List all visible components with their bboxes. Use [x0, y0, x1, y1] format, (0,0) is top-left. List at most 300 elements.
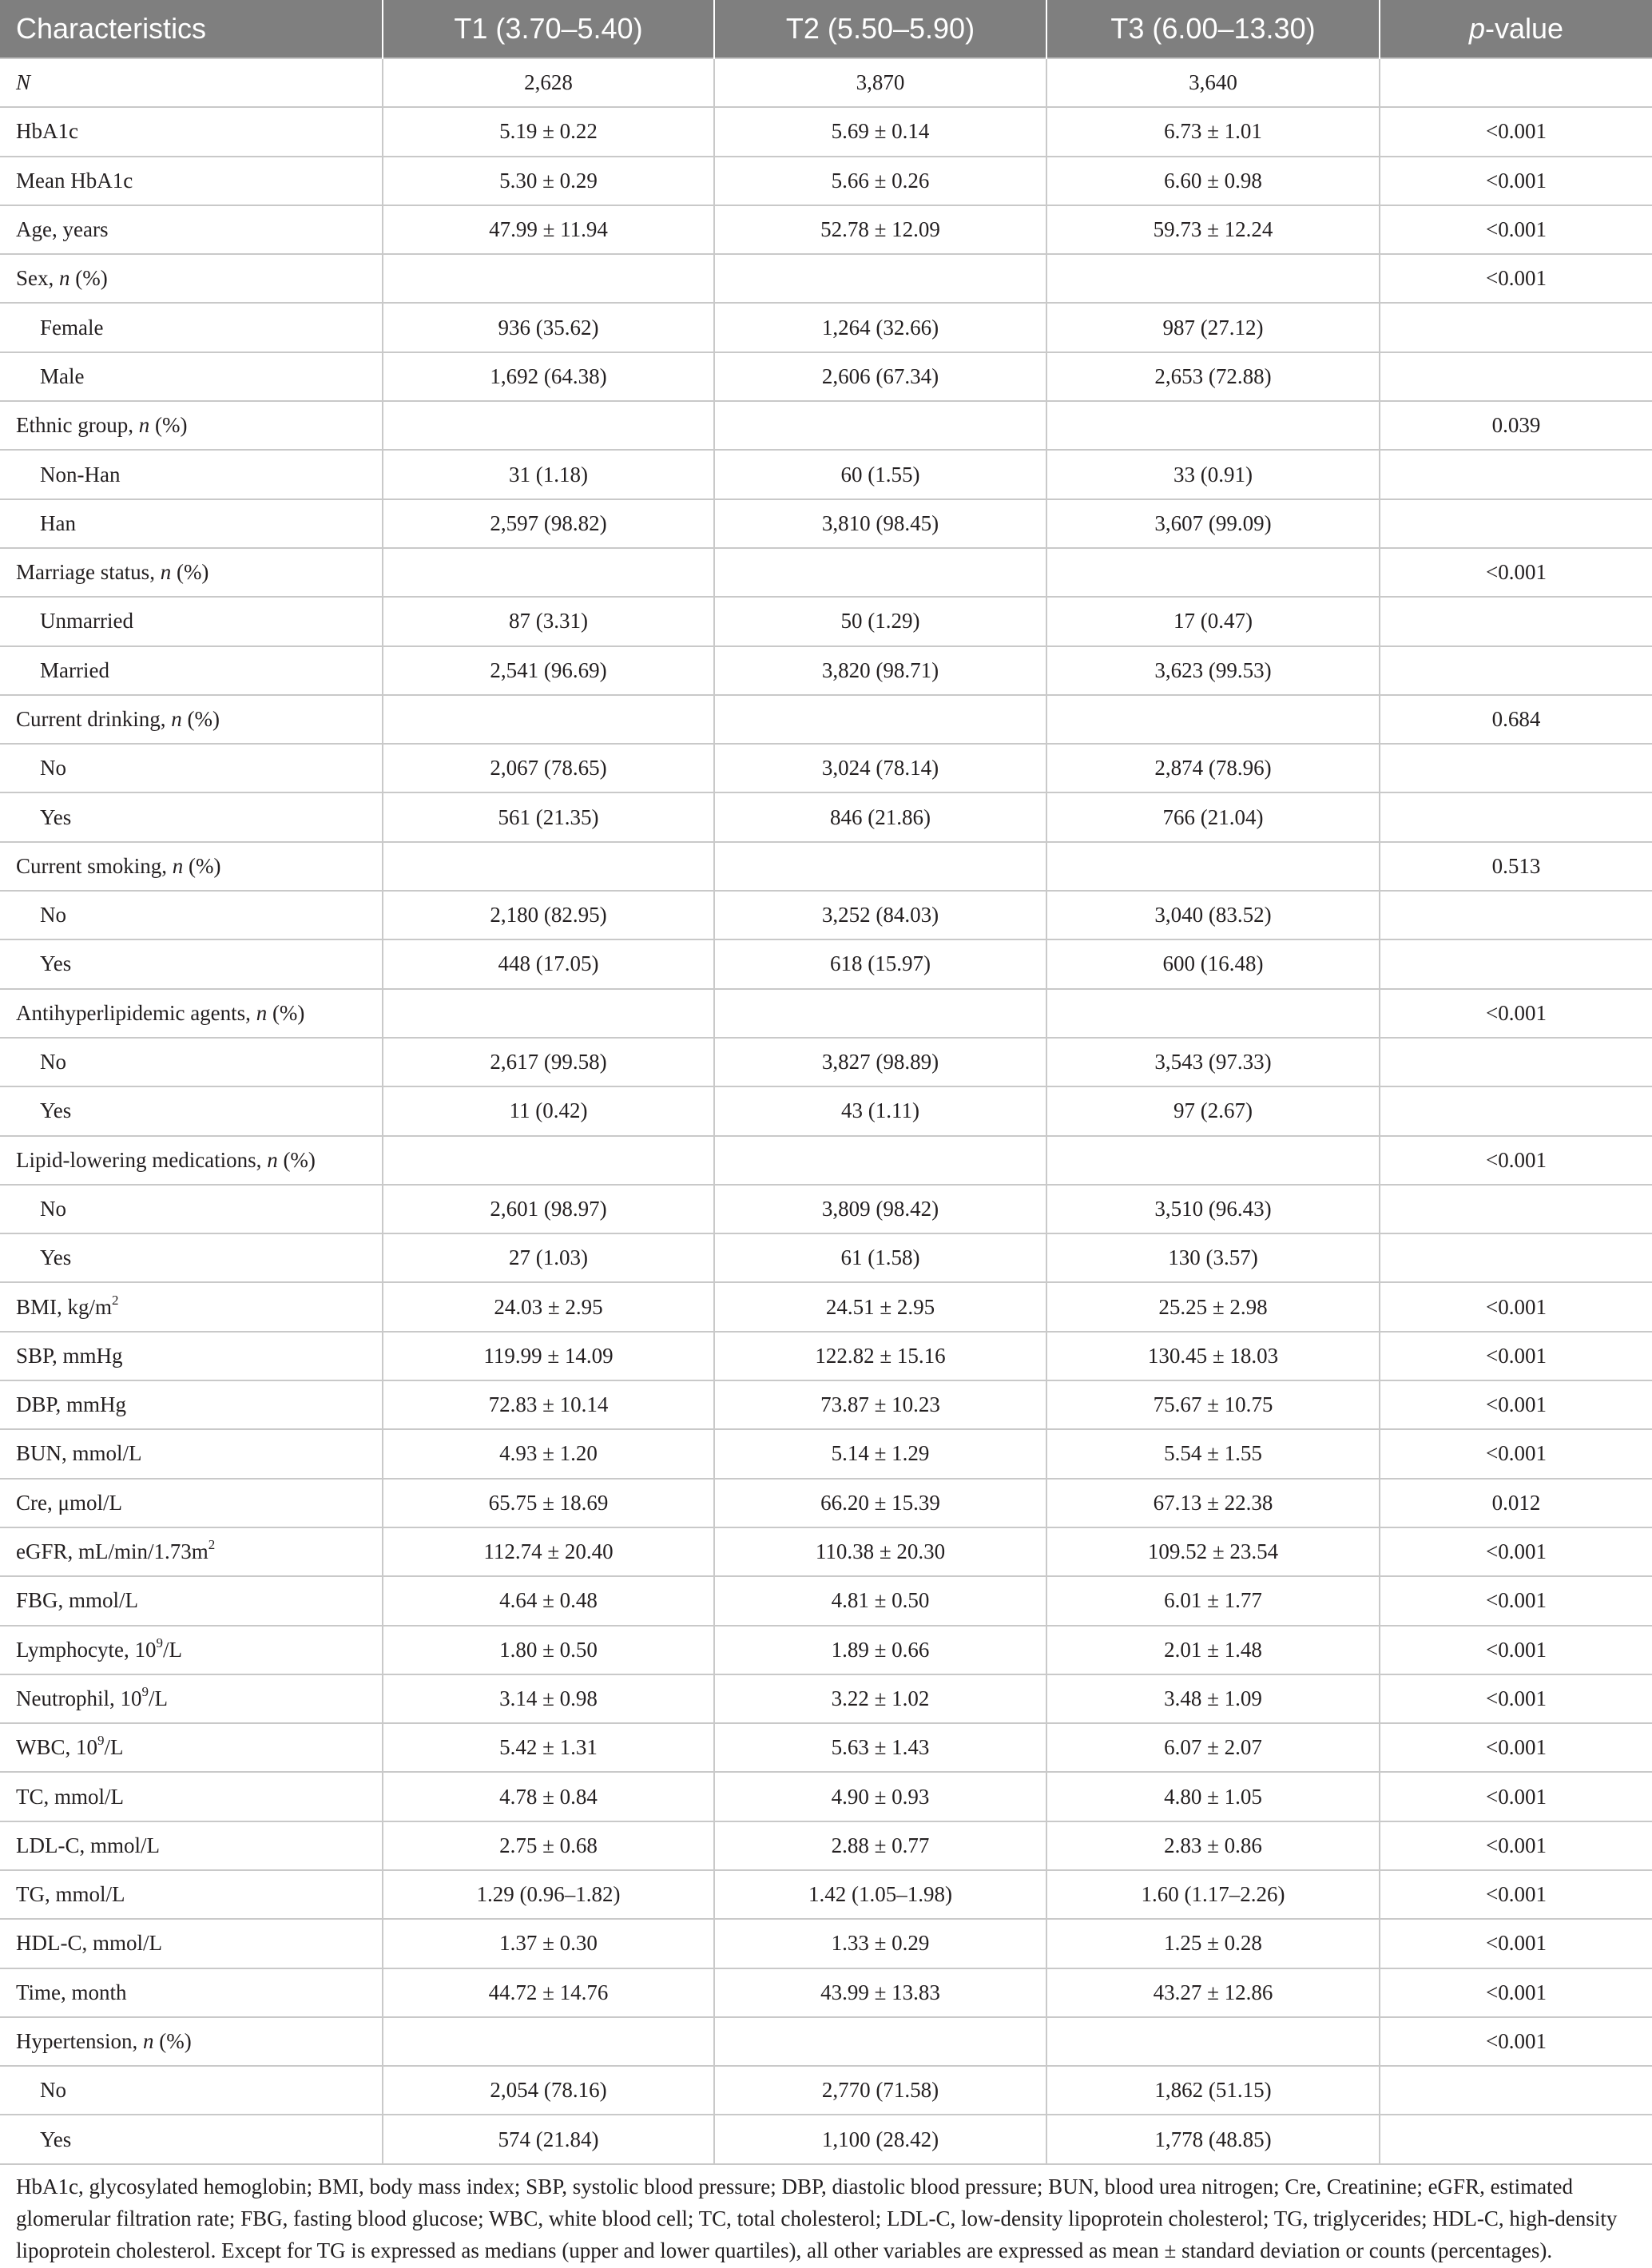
row-label-superscript: 9 — [97, 1733, 105, 1749]
value-cell-t1: 3.14 ± 0.98 — [383, 1674, 714, 1723]
row-label: BUN, mmol/L — [16, 1441, 142, 1466]
value-cell-t2 — [714, 254, 1046, 303]
value-cell-t3: 600 (16.48) — [1046, 939, 1380, 988]
value-cell-t1: 24.03 ± 2.95 — [383, 1282, 714, 1331]
table-row — [0, 401, 1652, 450]
row-label-cell — [0, 792, 383, 841]
row-label-superscript: 9 — [141, 1683, 149, 1699]
p-value-cell: <0.001 — [1380, 2017, 1652, 2066]
row-label-tail: (%) — [171, 560, 209, 585]
value-cell-t1: 2,541 (96.69) — [383, 646, 714, 695]
table-row — [0, 303, 1652, 352]
value-cell-t2: 1.42 (1.05–1.98) — [714, 1870, 1046, 1919]
value-cell-t3: 3,040 (83.52) — [1046, 891, 1380, 939]
row-label-cell — [0, 1870, 383, 1919]
p-value-cell: <0.001 — [1380, 1772, 1652, 1821]
value-cell-t2: 5.66 ± 0.26 — [714, 157, 1046, 205]
row-label-cell — [0, 254, 383, 303]
value-cell-t3 — [1046, 1136, 1380, 1185]
header-t1: T1 (3.70–5.40) — [383, 0, 714, 58]
table-row — [0, 989, 1652, 1038]
row-label-cell — [0, 1576, 383, 1625]
value-cell-t1: 65.75 ± 18.69 — [383, 1479, 714, 1527]
value-cell-t3: 6.60 ± 0.98 — [1046, 157, 1380, 205]
value-cell-t3 — [1046, 548, 1380, 597]
value-cell-t2: 5.69 ± 0.14 — [714, 107, 1046, 156]
header-t2: T2 (5.50–5.90) — [714, 0, 1046, 58]
p-value-cell — [1380, 1086, 1652, 1135]
row-label-cell — [0, 1723, 383, 1772]
row-label: No — [40, 1050, 66, 1074]
p-value-cell — [1380, 303, 1652, 352]
value-cell-t2: 52.78 ± 12.09 — [714, 205, 1046, 254]
value-cell-t3: 17 (0.47) — [1046, 597, 1380, 645]
value-cell-t2: 4.90 ± 0.93 — [714, 1772, 1046, 1821]
value-cell-t3: 987 (27.12) — [1046, 303, 1380, 352]
table-row — [0, 1576, 1652, 1625]
value-cell-t1: 5.19 ± 0.22 — [383, 107, 714, 156]
value-cell-t1: 561 (21.35) — [383, 792, 714, 841]
value-cell-t3: 6.01 ± 1.77 — [1046, 1576, 1380, 1625]
row-label-cell — [0, 695, 383, 744]
value-cell-t1: 2,617 (99.58) — [383, 1038, 714, 1086]
row-label-cell — [0, 1380, 383, 1429]
p-value-cell: <0.001 — [1380, 254, 1652, 303]
row-label-cell — [0, 499, 383, 548]
p-value-cell: <0.001 — [1380, 1821, 1652, 1870]
value-cell-t2: 3,870 — [714, 58, 1046, 107]
value-cell-t3: 3,543 (97.33) — [1046, 1038, 1380, 1086]
row-label: N — [16, 70, 31, 95]
value-cell-t1: 44.72 ± 14.76 — [383, 1968, 714, 2017]
value-cell-t2: 110.38 ± 20.30 — [714, 1527, 1046, 1576]
row-label-tail: (%) — [153, 2029, 192, 2054]
p-value-cell: <0.001 — [1380, 157, 1652, 205]
p-value-cell — [1380, 792, 1652, 841]
row-label: Male — [40, 363, 85, 388]
value-cell-t1: 2,601 (98.97) — [383, 1185, 714, 1233]
row-label-cell — [0, 1233, 383, 1282]
table-row — [0, 1185, 1652, 1233]
row-label: Yes — [40, 2127, 72, 2151]
value-cell-t1: 119.99 ± 14.09 — [383, 1332, 714, 1380]
table-row — [0, 1723, 1652, 1772]
value-cell-t2: 846 (21.86) — [714, 792, 1046, 841]
value-cell-t1: 27 (1.03) — [383, 1233, 714, 1282]
value-cell-t2 — [714, 1136, 1046, 1185]
table-row — [0, 1479, 1652, 1527]
value-cell-t3: 1.25 ± 0.28 — [1046, 1919, 1380, 1968]
row-label-cell — [0, 1674, 383, 1723]
p-value-cell — [1380, 1185, 1652, 1233]
value-cell-t3: 25.25 ± 2.98 — [1046, 1282, 1380, 1331]
value-cell-t3: 6.07 ± 2.07 — [1046, 1723, 1380, 1772]
header-p-italic: p — [1468, 12, 1485, 45]
table-row — [0, 1282, 1652, 1331]
value-cell-t2: 3,827 (98.89) — [714, 1038, 1046, 1086]
value-cell-t1: 448 (17.05) — [383, 939, 714, 988]
value-cell-t3: 3,607 (99.09) — [1046, 499, 1380, 548]
row-label: Neutrophil, 10 — [16, 1686, 142, 1710]
value-cell-t2: 3,809 (98.42) — [714, 1185, 1046, 1233]
table-row — [0, 1968, 1652, 2017]
row-label-cell — [0, 1527, 383, 1576]
row-label-cell — [0, 1136, 383, 1185]
row-label-cell — [0, 989, 383, 1038]
table-row — [0, 1527, 1652, 1576]
row-label: Current smoking, — [16, 853, 173, 878]
value-cell-t3: 75.67 ± 10.75 — [1046, 1380, 1380, 1429]
table-row — [0, 352, 1652, 401]
row-label-cell — [0, 1968, 383, 2017]
row-label-cell — [0, 1821, 383, 1870]
value-cell-t2: 60 (1.55) — [714, 450, 1046, 498]
value-cell-t2: 2,606 (67.34) — [714, 352, 1046, 401]
row-label-cell — [0, 744, 383, 792]
table-row — [0, 2066, 1652, 2115]
value-cell-t2: 3,024 (78.14) — [714, 744, 1046, 792]
row-label-cell — [0, 1919, 383, 1968]
p-value-cell: <0.001 — [1380, 989, 1652, 1038]
value-cell-t1: 47.99 ± 11.94 — [383, 205, 714, 254]
p-value-cell: <0.001 — [1380, 1723, 1652, 1772]
value-cell-t2: 4.81 ± 0.50 — [714, 1576, 1046, 1625]
value-cell-t1: 31 (1.18) — [383, 450, 714, 498]
row-label: DBP, mmHg — [16, 1392, 127, 1417]
row-label: No — [40, 903, 66, 927]
value-cell-t2: 73.87 ± 10.23 — [714, 1380, 1046, 1429]
p-value-cell — [1380, 450, 1652, 498]
row-label: Yes — [40, 804, 72, 829]
table-row — [0, 842, 1652, 891]
p-value-cell: <0.001 — [1380, 1380, 1652, 1429]
value-cell-t3 — [1046, 842, 1380, 891]
value-cell-t1: 112.74 ± 20.40 — [383, 1527, 714, 1576]
value-cell-t3: 3,510 (96.43) — [1046, 1185, 1380, 1233]
value-cell-t3: 3,623 (99.53) — [1046, 646, 1380, 695]
header-p-suffix: -value — [1484, 12, 1564, 45]
row-label-n: n — [142, 2029, 154, 2054]
value-cell-t3: 3,640 — [1046, 58, 1380, 107]
value-cell-t1: 4.78 ± 0.84 — [383, 1772, 714, 1821]
value-cell-t3: 97 (2.67) — [1046, 1086, 1380, 1135]
table-row — [0, 1380, 1652, 1429]
p-value-cell: <0.001 — [1380, 548, 1652, 597]
p-value-cell: <0.001 — [1380, 1870, 1652, 1919]
p-value-cell — [1380, 58, 1652, 107]
table-row — [0, 792, 1652, 841]
p-value-cell: 0.012 — [1380, 1479, 1652, 1527]
row-label: No — [40, 756, 66, 780]
row-label-cell — [0, 205, 383, 254]
value-cell-t2: 3.22 ± 1.02 — [714, 1674, 1046, 1723]
row-label-cell — [0, 1332, 383, 1380]
p-value-cell: <0.001 — [1380, 1576, 1652, 1625]
table-row — [0, 1674, 1652, 1723]
value-cell-t1: 2,597 (98.82) — [383, 499, 714, 548]
value-cell-t1: 1.37 ± 0.30 — [383, 1919, 714, 1968]
p-value-cell — [1380, 2066, 1652, 2115]
value-cell-t1: 5.42 ± 1.31 — [383, 1723, 714, 1772]
p-value-cell: <0.001 — [1380, 1282, 1652, 1331]
p-value-cell: <0.001 — [1380, 1429, 1652, 1478]
row-label-tail: (%) — [181, 707, 220, 731]
value-cell-t3 — [1046, 695, 1380, 744]
p-value-cell — [1380, 744, 1652, 792]
row-label-cell — [0, 939, 383, 988]
value-cell-t1: 4.64 ± 0.48 — [383, 1576, 714, 1625]
row-label-cell — [0, 1185, 383, 1233]
row-label: WBC, 10 — [16, 1735, 98, 1760]
row-label: FBG, mmol/L — [16, 1588, 139, 1613]
row-label: BMI, kg/m — [16, 1294, 113, 1319]
value-cell-t2: 618 (15.97) — [714, 939, 1046, 988]
row-label-cell — [0, 303, 383, 352]
row-label-cell — [0, 1772, 383, 1821]
value-cell-t1: 2,067 (78.65) — [383, 744, 714, 792]
row-label: Marriage status, — [16, 560, 161, 585]
row-label: Female — [40, 315, 104, 340]
value-cell-t2 — [714, 695, 1046, 744]
table-row — [0, 1919, 1652, 1968]
value-cell-t3: 33 (0.91) — [1046, 450, 1380, 498]
value-cell-t3: 67.13 ± 22.38 — [1046, 1479, 1380, 1527]
value-cell-t1: 1,692 (64.38) — [383, 352, 714, 401]
table-row — [0, 646, 1652, 695]
value-cell-t3 — [1046, 2017, 1380, 2066]
row-label-cell — [0, 58, 383, 107]
row-label: TG, mmol/L — [16, 1882, 125, 1907]
table-header — [0, 0, 1652, 58]
row-label-cell — [0, 1429, 383, 1478]
table-row — [0, 939, 1652, 988]
row-label: LDL-C, mmol/L — [16, 1833, 160, 1857]
row-label: Antihyperlipidemic agents, — [16, 1000, 256, 1025]
value-cell-t3: 109.52 ± 23.54 — [1046, 1527, 1380, 1576]
row-label: TC, mmol/L — [16, 1784, 124, 1809]
row-label-tail: (%) — [267, 1000, 305, 1025]
row-label-cell — [0, 646, 383, 695]
row-label: HDL-C, mmol/L — [16, 1931, 162, 1956]
value-cell-t3: 766 (21.04) — [1046, 792, 1380, 841]
row-label-tail: (%) — [277, 1147, 316, 1172]
header-characteristics: Characteristics — [16, 12, 207, 45]
p-value-cell — [1380, 2115, 1652, 2163]
value-cell-t2 — [714, 2017, 1046, 2066]
value-cell-t1 — [383, 254, 714, 303]
value-cell-t3: 130 (3.57) — [1046, 1233, 1380, 1282]
p-value-cell — [1380, 1038, 1652, 1086]
value-cell-t1 — [383, 2017, 714, 2066]
row-label: Sex, — [16, 266, 59, 291]
value-cell-t3: 5.54 ± 1.55 — [1046, 1429, 1380, 1478]
table-row — [0, 1038, 1652, 1086]
value-cell-t1 — [383, 548, 714, 597]
value-cell-t2 — [714, 548, 1046, 597]
row-label: Lymphocyte, 10 — [16, 1637, 157, 1662]
value-cell-t1: 72.83 ± 10.14 — [383, 1380, 714, 1429]
value-cell-t3: 2,874 (78.96) — [1046, 744, 1380, 792]
value-cell-t2: 2.88 ± 0.77 — [714, 1821, 1046, 1870]
value-cell-t3: 1,862 (51.15) — [1046, 2066, 1380, 2115]
header-p-value — [1380, 0, 1652, 58]
value-cell-t2: 2,770 (71.58) — [714, 2066, 1046, 2115]
row-label: Age, years — [16, 217, 109, 242]
table-row — [0, 157, 1652, 205]
table-row — [0, 1233, 1652, 1282]
row-label-cell — [0, 157, 383, 205]
value-cell-t2: 1.33 ± 0.29 — [714, 1919, 1046, 1968]
value-cell-t2: 43 (1.11) — [714, 1086, 1046, 1135]
row-label-tail: /L — [148, 1686, 168, 1710]
value-cell-t2: 1,100 (28.42) — [714, 2115, 1046, 2163]
p-value-cell: <0.001 — [1380, 1332, 1652, 1380]
p-value-cell: <0.001 — [1380, 1136, 1652, 1185]
row-label-cell — [0, 597, 383, 645]
table-row — [0, 1086, 1652, 1135]
value-cell-t3: 4.80 ± 1.05 — [1046, 1772, 1380, 1821]
table-row — [0, 1429, 1652, 1478]
table-row — [0, 254, 1652, 303]
p-value-cell — [1380, 1233, 1652, 1282]
p-value-cell — [1380, 939, 1652, 988]
value-cell-t1: 87 (3.31) — [383, 597, 714, 645]
row-label: HbA1c — [16, 119, 78, 144]
value-cell-t3: 2.83 ± 0.86 — [1046, 1821, 1380, 1870]
value-cell-t1: 2,628 — [383, 58, 714, 107]
value-cell-t2: 122.82 ± 15.16 — [714, 1332, 1046, 1380]
table-row — [0, 205, 1652, 254]
row-label-n: n — [171, 707, 182, 731]
value-cell-t2: 43.99 ± 13.83 — [714, 1968, 1046, 2017]
value-cell-t3: 2.01 ± 1.48 — [1046, 1626, 1380, 1674]
value-cell-t1 — [383, 989, 714, 1038]
value-cell-t2: 3,810 (98.45) — [714, 499, 1046, 548]
row-label-superscript: 9 — [156, 1634, 163, 1650]
p-value-cell: <0.001 — [1380, 1968, 1652, 2017]
table-row — [0, 2115, 1652, 2163]
value-cell-t3: 1,778 (48.85) — [1046, 2115, 1380, 2163]
row-label: eGFR, mL/min/1.73m — [16, 1539, 208, 1564]
p-value-cell: 0.513 — [1380, 842, 1652, 891]
row-label-n: n — [267, 1147, 278, 1172]
row-label-n: n — [138, 413, 150, 438]
value-cell-t1: 2,054 (78.16) — [383, 2066, 714, 2115]
row-label-tail: (%) — [149, 413, 188, 438]
row-label: Non-Han — [40, 462, 121, 487]
value-cell-t2 — [714, 401, 1046, 450]
row-label-tail: (%) — [183, 853, 221, 878]
p-value-cell — [1380, 891, 1652, 939]
p-value-cell — [1380, 597, 1652, 645]
table-row — [0, 548, 1652, 597]
row-label: SBP, mmHg — [16, 1343, 123, 1368]
value-cell-t2: 24.51 ± 2.95 — [714, 1282, 1046, 1331]
row-label-cell — [0, 1038, 383, 1086]
row-label-tail: (%) — [69, 266, 108, 291]
p-value-cell: 0.684 — [1380, 695, 1652, 744]
table-footnote: HbA1c, glycosylated hemoglobin; BMI, body mass index; SBP, systolic blood pressure; DBP, diastolic blood pressure; BUN, blood urea nitrogen; Cre, Creatinine; eGFR, estimated glomerular filtration rate; FBG, fasting blood glucose; WBC, white blood cell; TC, total cholesterol; LDL-C, low-density lipoprotein cholesterol; TG, triglycerides; HDL-C, high-density lipoprotein cholesterol. Except for TG is expressed as medians (upper and lower quartiles), all other variables are expressed as mean ± standard deviation or counts (percentages). — [16, 2175, 1618, 2262]
row-label: Han — [40, 510, 76, 535]
value-cell-t1: 1.29 (0.96–1.82) — [383, 1870, 714, 1919]
row-label: No — [40, 1196, 66, 1221]
value-cell-t1 — [383, 842, 714, 891]
value-cell-t3: 130.45 ± 18.03 — [1046, 1332, 1380, 1380]
value-cell-t2 — [714, 842, 1046, 891]
table-row — [0, 597, 1652, 645]
value-cell-t2: 1,264 (32.66) — [714, 303, 1046, 352]
table-row — [0, 1136, 1652, 1185]
table-row — [0, 107, 1652, 156]
table-body — [0, 58, 1652, 2164]
value-cell-t3: 6.73 ± 1.01 — [1046, 107, 1380, 156]
table-row — [0, 1772, 1652, 1821]
p-value-cell: <0.001 — [1380, 1527, 1652, 1576]
table-row — [0, 450, 1652, 498]
p-value-cell — [1380, 646, 1652, 695]
value-cell-t1 — [383, 1136, 714, 1185]
value-cell-t1: 11 (0.42) — [383, 1086, 714, 1135]
value-cell-t3: 2,653 (72.88) — [1046, 352, 1380, 401]
table-row — [0, 891, 1652, 939]
value-cell-t2: 3,820 (98.71) — [714, 646, 1046, 695]
row-label: Current drinking, — [16, 707, 172, 731]
header-t3: T3 (6.00–13.30) — [1046, 0, 1380, 58]
p-value-cell: <0.001 — [1380, 1919, 1652, 1968]
row-label-n: n — [256, 1000, 268, 1025]
table-row — [0, 1332, 1652, 1380]
value-cell-t1: 4.93 ± 1.20 — [383, 1429, 714, 1478]
row-label-cell — [0, 1086, 383, 1135]
row-label: Yes — [40, 951, 72, 976]
table-row — [0, 695, 1652, 744]
row-label-cell — [0, 107, 383, 156]
row-label-cell — [0, 2066, 383, 2115]
row-label-cell — [0, 1282, 383, 1331]
p-value-cell: <0.001 — [1380, 1674, 1652, 1723]
value-cell-t2: 61 (1.58) — [714, 1233, 1046, 1282]
row-label-n: n — [59, 266, 70, 291]
p-value-cell: 0.039 — [1380, 401, 1652, 450]
row-label: Lipid-lowering medications, — [16, 1147, 268, 1172]
row-label: Time, month — [16, 1980, 127, 2004]
value-cell-t3: 1.60 (1.17–2.26) — [1046, 1870, 1380, 1919]
p-value-cell — [1380, 352, 1652, 401]
value-cell-t1: 574 (21.84) — [383, 2115, 714, 2163]
row-label-cell — [0, 2017, 383, 2066]
value-cell-t3: 43.27 ± 12.86 — [1046, 1968, 1380, 2017]
value-cell-t2: 66.20 ± 15.39 — [714, 1479, 1046, 1527]
row-label-cell — [0, 548, 383, 597]
value-cell-t2: 5.14 ± 1.29 — [714, 1429, 1046, 1478]
table-row — [0, 1626, 1652, 1674]
row-label: Yes — [40, 1245, 72, 1270]
table-row — [0, 1821, 1652, 1870]
row-label-tail: /L — [162, 1637, 182, 1662]
row-label: Unmarried — [40, 609, 133, 634]
value-cell-t2 — [714, 989, 1046, 1038]
row-label-cell — [0, 401, 383, 450]
row-label: Married — [40, 657, 109, 682]
row-label-cell — [0, 450, 383, 498]
row-label-n: n — [172, 853, 184, 878]
value-cell-t1: 5.30 ± 0.29 — [383, 157, 714, 205]
table-row — [0, 499, 1652, 548]
value-cell-t2: 50 (1.29) — [714, 597, 1046, 645]
value-cell-t1: 1.80 ± 0.50 — [383, 1626, 714, 1674]
value-cell-t2: 1.89 ± 0.66 — [714, 1626, 1046, 1674]
p-value-cell — [1380, 499, 1652, 548]
